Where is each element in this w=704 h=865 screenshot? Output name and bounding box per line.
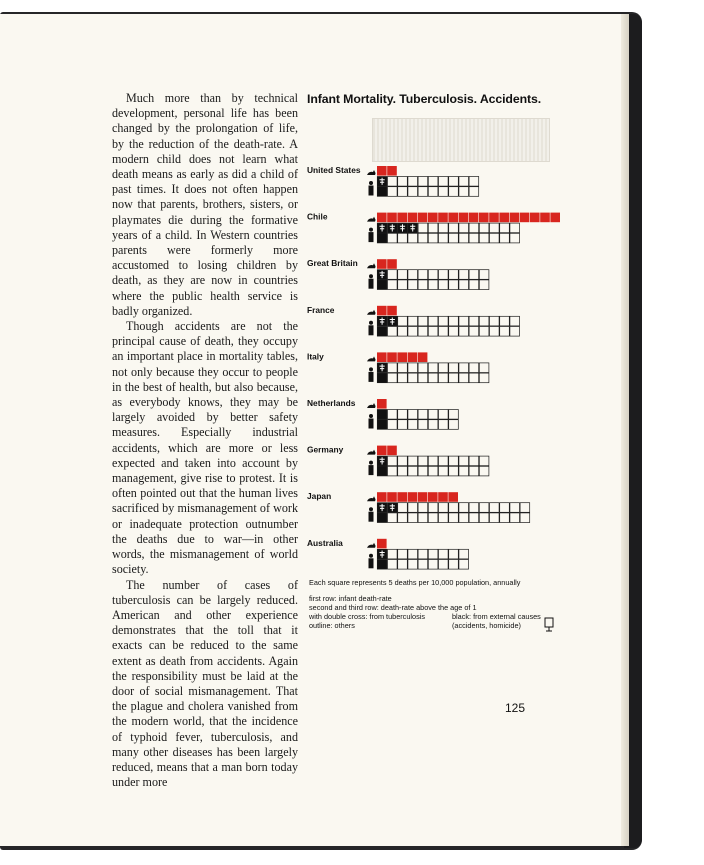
- adult-square-row2: [428, 456, 438, 466]
- adult-square-row2: [418, 316, 428, 326]
- infant-square: [530, 213, 540, 223]
- adult-square-row3: [510, 513, 520, 523]
- infant-square: [408, 492, 418, 502]
- infant-icon: [367, 403, 376, 408]
- legend-black: black: from external causes: [452, 612, 541, 621]
- adult-square-row3: [449, 327, 459, 337]
- adult-square-row2: [398, 549, 408, 559]
- infant-square: [499, 213, 509, 223]
- corner-symbol-icon: [542, 616, 556, 632]
- adult-square-row3: [377, 327, 387, 337]
- adult-square-row3: [439, 233, 449, 243]
- adult-square-row3: [428, 420, 438, 430]
- adult-square-row3: [459, 560, 469, 570]
- adult-square-row3: [418, 373, 428, 383]
- legend-second-third: second and third row: death-rate above the age of 1: [309, 603, 477, 612]
- page-number: 125: [505, 701, 526, 715]
- adult-square-row2: [459, 223, 469, 233]
- adult-square-row3: [388, 420, 398, 430]
- infant-square: [540, 213, 550, 223]
- adult-square-row2: [449, 363, 459, 373]
- infant-square: [387, 352, 397, 362]
- adult-square-row2: [459, 363, 469, 373]
- adult-square-row3: [479, 466, 489, 476]
- adult-square-row2: [459, 503, 469, 513]
- adult-square-row3: [388, 560, 398, 570]
- adult-square-row3: [449, 280, 459, 290]
- adult-square-row3: [439, 187, 449, 197]
- infant-square: [448, 213, 458, 223]
- adult-square-row2: [459, 316, 469, 326]
- infant-square: [387, 259, 397, 269]
- adult-square-row2: [428, 503, 438, 513]
- adult-square-row3: [469, 280, 479, 290]
- infant-square: [418, 492, 428, 502]
- adult-square-row2: [418, 270, 428, 280]
- adult-square-row2: [439, 270, 449, 280]
- country-label: Australia: [307, 537, 343, 548]
- infant-icon: [367, 263, 376, 268]
- adult-square-row3: [449, 373, 459, 383]
- adult-square-row3: [469, 373, 479, 383]
- infant-icon: [367, 543, 376, 548]
- adult-icon-head: [369, 367, 373, 371]
- adult-square-row3: [500, 327, 510, 337]
- adult-icon-body: [369, 512, 374, 522]
- adult-icon-head: [369, 461, 373, 465]
- adult-square-row2: [408, 363, 418, 373]
- legend-outline: outline: others: [309, 621, 355, 630]
- adult-square-row2: [459, 456, 469, 466]
- adult-square-row3: [408, 420, 418, 430]
- adult-square-row2: [388, 363, 398, 373]
- adult-icon-head: [369, 554, 373, 558]
- adult-icon-body: [369, 372, 374, 382]
- adult-square-row3: [439, 513, 449, 523]
- adult-square-row2: [398, 316, 408, 326]
- adult-square-row2: [459, 177, 469, 187]
- adult-square-row3: [520, 513, 530, 523]
- adult-icon-head: [369, 274, 373, 278]
- country-label: Great Britain: [307, 258, 358, 269]
- adult-square-row2: [469, 456, 479, 466]
- adult-icon-head: [369, 321, 373, 325]
- adult-square-row3: [469, 233, 479, 243]
- adult-square-row2: [469, 223, 479, 233]
- infant-icon: [367, 450, 376, 455]
- adult-square-row3: [418, 560, 428, 570]
- adult-square-row2: [439, 503, 449, 513]
- adult-square-row3: [490, 327, 500, 337]
- legend-unit: Each square represents 5 deaths per 10,000 population, annually: [309, 578, 521, 587]
- adult-square-row2: [418, 410, 428, 420]
- adult-square-row2: [449, 177, 459, 187]
- adult-square-row3: [388, 187, 398, 197]
- adult-square-row2: [398, 456, 408, 466]
- adult-square-row3: [459, 466, 469, 476]
- adult-square-row3: [418, 466, 428, 476]
- adult-icon-head: [369, 507, 373, 511]
- adult-square-row2: [428, 410, 438, 420]
- infant-square: [387, 213, 397, 223]
- adult-square-row3: [388, 327, 398, 337]
- infant-square: [489, 213, 499, 223]
- infant-square: [387, 166, 397, 176]
- adult-square-row2: [449, 316, 459, 326]
- adult-square-row3: [490, 233, 500, 243]
- adult-square-row2: [418, 549, 428, 559]
- legend-first-row: first row: infant death-rate: [309, 594, 392, 603]
- adult-square-row3: [377, 233, 387, 243]
- adult-icon-head: [369, 228, 373, 232]
- adult-square-row3: [418, 280, 428, 290]
- infant-square: [469, 213, 479, 223]
- paragraph: Though accidents are not the principal cause of death, they occupy an important place in mortality tables, not only because they occur to people in the best of health, but also because, as everybody knows, they may be largely avoided by better safety measures. Especially industrial accidents, which are more or less expected and taken into account by management, give rise to protest. It is often pointed out that the human lives sacrificed by mismanagement of work or inadequate protection outnumber the deaths due to war—in other words, the mismanagement of world society.: [112, 319, 298, 577]
- adult-square-row3: [469, 327, 479, 337]
- adult-square-row2: [479, 316, 489, 326]
- infant-square: [448, 492, 458, 502]
- adult-square-row3: [388, 233, 398, 243]
- country-label: Chile: [307, 211, 328, 222]
- adult-square-row3: [398, 187, 408, 197]
- adult-square-row2: [418, 503, 428, 513]
- adult-square-row2: [490, 316, 500, 326]
- adult-square-row3: [408, 187, 418, 197]
- adult-square-row3: [377, 466, 387, 476]
- adult-square-row2: [398, 503, 408, 513]
- adult-square-row2: [418, 456, 428, 466]
- infant-square: [397, 213, 407, 223]
- adult-square-row2: [388, 177, 398, 187]
- adult-square-row3: [398, 420, 408, 430]
- adult-icon-head: [369, 181, 373, 185]
- infant-icon: [367, 170, 376, 175]
- adult-square-row3: [428, 513, 438, 523]
- adult-square-row2: [439, 316, 449, 326]
- adult-square-row3: [439, 420, 449, 430]
- adult-square-row3: [377, 420, 387, 430]
- adult-square-row3: [408, 327, 418, 337]
- adult-square-row2: [418, 223, 428, 233]
- adult-square-row2: [439, 410, 449, 420]
- infant-square: [387, 492, 397, 502]
- adult-square-row3: [418, 513, 428, 523]
- adult-square-row3: [388, 513, 398, 523]
- adult-square-row3: [418, 327, 428, 337]
- adult-square-row3: [388, 466, 398, 476]
- infant-square: [377, 166, 387, 176]
- adult-square-row3: [377, 513, 387, 523]
- adult-square-row2: [439, 456, 449, 466]
- adult-square-row2: [388, 270, 398, 280]
- infant-square: [377, 259, 387, 269]
- adult-square-row3: [428, 280, 438, 290]
- adult-square-row3: [459, 373, 469, 383]
- adult-square-row3: [439, 327, 449, 337]
- infant-square: [428, 213, 438, 223]
- legend-row-outline: [309, 621, 559, 630]
- adult-square-row2: [408, 270, 418, 280]
- adult-square-row2: [510, 223, 520, 233]
- infant-square: [408, 213, 418, 223]
- adult-square-row3: [490, 513, 500, 523]
- country-label: United States: [307, 165, 361, 175]
- adult-square-row2: [439, 549, 449, 559]
- legend-double-cross: with double cross: from tuberculosis: [309, 612, 425, 621]
- country-label: Germany: [307, 444, 344, 455]
- adult-square-row2: [500, 316, 510, 326]
- legend-accidents: (accidents, homicide): [452, 621, 521, 630]
- infant-square: [510, 213, 520, 223]
- infant-square: [418, 352, 428, 362]
- adult-square-row3: [398, 327, 408, 337]
- adult-square-row3: [459, 327, 469, 337]
- adult-square-row2: [469, 316, 479, 326]
- adult-square-row2: [510, 316, 520, 326]
- adult-square-row2: [459, 549, 469, 559]
- infant-square: [408, 352, 418, 362]
- adult-square-row3: [510, 233, 520, 243]
- adult-square-row3: [479, 327, 489, 337]
- adult-square-row2: [490, 503, 500, 513]
- adult-square-row2: [408, 549, 418, 559]
- chart-title: Infant Mortality. Tuberculosis. Accidents.: [307, 92, 542, 106]
- infant-square: [377, 446, 387, 456]
- infant-icon: [367, 217, 376, 222]
- adult-square-row3: [479, 233, 489, 243]
- adult-square-row2: [418, 363, 428, 373]
- adult-square-row2: [388, 410, 398, 420]
- country-label: Netherlands: [307, 398, 356, 408]
- adult-square-row2: [388, 456, 398, 466]
- infant-square: [397, 492, 407, 502]
- adult-square-row3: [428, 327, 438, 337]
- adult-square-row3: [377, 187, 387, 197]
- adult-square-row2: [449, 549, 459, 559]
- infant-icon: [367, 496, 376, 501]
- infant-square: [418, 213, 428, 223]
- adult-icon-body: [369, 232, 374, 242]
- adult-icon-body: [369, 186, 374, 196]
- adult-square-row2: [428, 363, 438, 373]
- adult-square-row2: [500, 503, 510, 513]
- adult-square-row3: [398, 513, 408, 523]
- adult-square-row2: [398, 363, 408, 373]
- adult-square-row2: [377, 410, 387, 420]
- infant-icon: [367, 310, 376, 315]
- adult-square-row3: [459, 280, 469, 290]
- adult-square-row3: [439, 466, 449, 476]
- adult-square-row3: [439, 280, 449, 290]
- adult-icon-body: [369, 279, 374, 289]
- infant-square: [377, 213, 387, 223]
- adult-square-row2: [479, 223, 489, 233]
- infant-square: [459, 213, 469, 223]
- adult-square-row2: [449, 410, 459, 420]
- adult-square-row2: [490, 223, 500, 233]
- adult-square-row2: [439, 363, 449, 373]
- infant-square: [438, 492, 448, 502]
- adult-square-row3: [500, 233, 510, 243]
- adult-square-row2: [408, 456, 418, 466]
- chart-legend: [309, 578, 559, 630]
- adult-square-row3: [398, 280, 408, 290]
- country-label: Italy: [307, 351, 324, 362]
- infant-square: [428, 492, 438, 502]
- infant-icon: [367, 356, 376, 361]
- adult-square-row3: [388, 373, 398, 383]
- adult-square-row2: [479, 363, 489, 373]
- adult-square-row3: [479, 513, 489, 523]
- infant-square: [520, 213, 530, 223]
- adult-square-row2: [428, 177, 438, 187]
- adult-square-row3: [398, 233, 408, 243]
- adult-square-row2: [398, 270, 408, 280]
- adult-square-row3: [418, 233, 428, 243]
- adult-square-row2: [439, 223, 449, 233]
- adult-square-row3: [398, 373, 408, 383]
- adult-square-row3: [479, 373, 489, 383]
- adult-square-row3: [377, 280, 387, 290]
- adult-square-row3: [398, 560, 408, 570]
- adult-square-row3: [377, 373, 387, 383]
- adult-square-row2: [479, 270, 489, 280]
- adult-square-row2: [479, 456, 489, 466]
- adult-square-row2: [469, 270, 479, 280]
- infant-square: [377, 399, 387, 409]
- adult-square-row3: [408, 280, 418, 290]
- paragraph: Much more than by technical development, personal life has been changed by the prolongation of life, by the reduction of the death-rate. A modern child does not learn what death means as early as did a child of past times. It does not often happen now that parents, brothers, sisters, or playmates die during the formative years of a child. In Western countries parents were formerly more accustomed to losing children by death, as they are now in countries where the public health service is badly organized.: [112, 91, 298, 318]
- adult-square-row3: [408, 513, 418, 523]
- adult-square-row2: [418, 177, 428, 187]
- adult-icon-head: [369, 414, 373, 418]
- infant-square: [377, 492, 387, 502]
- legend-row-tb: [309, 612, 559, 621]
- adult-square-row3: [428, 187, 438, 197]
- adult-icon-body: [369, 325, 374, 335]
- adult-square-row3: [439, 560, 449, 570]
- country-label: France: [307, 304, 335, 315]
- adult-square-row2: [398, 177, 408, 187]
- adult-square-row2: [428, 549, 438, 559]
- adult-square-row3: [449, 560, 459, 570]
- adult-square-row3: [459, 233, 469, 243]
- adult-square-row2: [459, 270, 469, 280]
- infant-square: [377, 306, 387, 316]
- adult-square-row2: [469, 363, 479, 373]
- infant-square: [377, 352, 387, 362]
- adult-square-row2: [408, 503, 418, 513]
- adult-square-row3: [500, 513, 510, 523]
- adult-icon-body: [369, 465, 374, 475]
- adult-square-row3: [408, 373, 418, 383]
- adult-square-row2: [469, 503, 479, 513]
- infant-square: [377, 539, 387, 549]
- adult-square-row3: [439, 373, 449, 383]
- paragraph: The number of cases of tuberculosis can be largely reduced. American and other experience demonstrates that the toll that it exacts can be reduced to the same extent as death from accidents. Again the responsibility must be laid at the door of social mismanagement. That the plague and cholera vanished from the modern world, that the incidence of typhoid fever, tuberculosis, and many other diseases has been largely reduced, means that a man born today under more: [112, 577, 298, 790]
- adult-square-row3: [377, 560, 387, 570]
- adult-square-row3: [428, 373, 438, 383]
- adult-square-row2: [449, 503, 459, 513]
- adult-square-row2: [520, 503, 530, 513]
- country-label: Japan: [307, 491, 332, 502]
- adult-square-row3: [449, 513, 459, 523]
- adult-square-row3: [449, 233, 459, 243]
- adult-square-row3: [449, 187, 459, 197]
- adult-square-row3: [408, 466, 418, 476]
- infant-square: [397, 352, 407, 362]
- adult-square-row3: [418, 420, 428, 430]
- adult-square-row2: [469, 177, 479, 187]
- adult-icon-body: [369, 558, 374, 568]
- adult-square-row3: [428, 466, 438, 476]
- adult-square-row3: [449, 420, 459, 430]
- adult-square-row3: [459, 513, 469, 523]
- adult-square-row2: [449, 456, 459, 466]
- adult-square-row2: [408, 316, 418, 326]
- adult-square-row3: [408, 233, 418, 243]
- adult-square-row2: [449, 223, 459, 233]
- adult-square-row3: [469, 513, 479, 523]
- adult-square-row2: [449, 270, 459, 280]
- adult-square-row3: [398, 466, 408, 476]
- infant-square: [387, 446, 397, 456]
- adult-square-row2: [408, 410, 418, 420]
- adult-square-row2: [510, 503, 520, 513]
- adult-icon-body: [369, 419, 374, 429]
- adult-square-row3: [428, 233, 438, 243]
- adult-square-row2: [388, 549, 398, 559]
- adult-square-row3: [469, 466, 479, 476]
- infant-square: [438, 213, 448, 223]
- infant-square: [479, 213, 489, 223]
- infant-square: [550, 213, 560, 223]
- adult-square-row3: [479, 280, 489, 290]
- adult-square-row2: [439, 177, 449, 187]
- adult-square-row3: [408, 560, 418, 570]
- adult-square-row3: [388, 280, 398, 290]
- adult-square-row2: [428, 223, 438, 233]
- adult-square-row3: [459, 187, 469, 197]
- adult-square-row2: [408, 177, 418, 187]
- adult-square-row3: [510, 327, 520, 337]
- adult-square-row2: [500, 223, 510, 233]
- adult-square-row2: [479, 503, 489, 513]
- adult-square-row3: [469, 187, 479, 197]
- adult-square-row2: [398, 410, 408, 420]
- adult-square-row2: [428, 316, 438, 326]
- adult-square-row2: [428, 270, 438, 280]
- infant-square: [387, 306, 397, 316]
- adult-square-row3: [449, 466, 459, 476]
- adult-square-row3: [418, 187, 428, 197]
- adult-square-row3: [428, 560, 438, 570]
